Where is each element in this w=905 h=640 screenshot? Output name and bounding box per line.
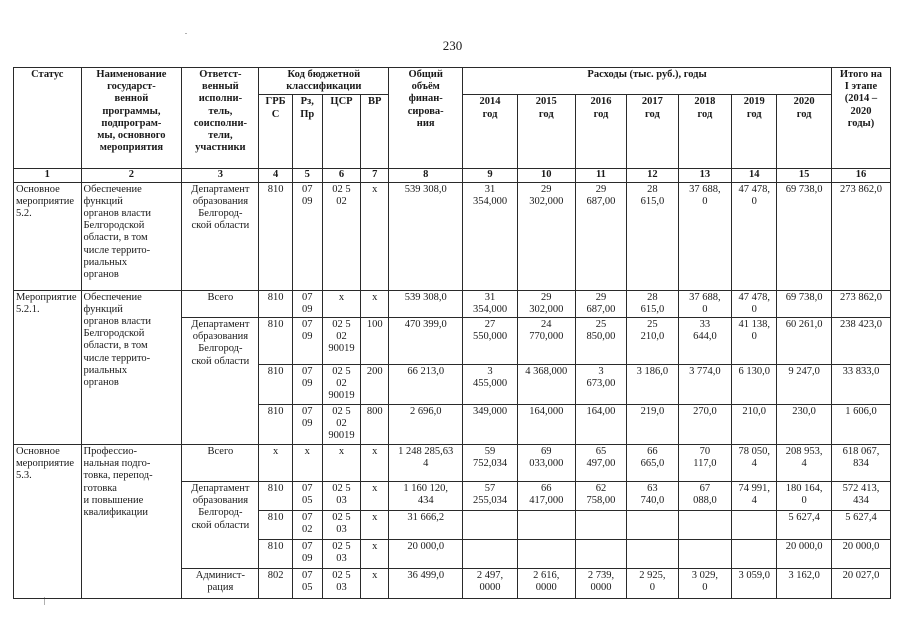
col-header-2016: 2016 год xyxy=(575,95,626,169)
value-2019-cell: 78 050, 4 xyxy=(732,445,777,482)
responsible-cell: Админист- рация xyxy=(182,569,259,599)
table-row xyxy=(14,445,891,482)
col-header-2019: 2019 год xyxy=(732,95,777,169)
csr-cell: 02 5 03 xyxy=(322,569,361,599)
stage-total-cell: 5 627,4 xyxy=(831,511,890,540)
value-2014-cell: 3 455,000 xyxy=(463,365,518,405)
value-2020-cell: 69 738,0 xyxy=(777,290,832,317)
col-header-stage-total: Итого на I этапе (2014 – 2020 годы) xyxy=(831,68,890,169)
scan-artifact xyxy=(185,33,187,34)
col-header-2018: 2018 год xyxy=(678,95,732,169)
stage-total-cell: 618 067, 834 xyxy=(831,445,890,482)
value-2016-cell: 29 687,00 xyxy=(575,290,626,317)
value-2017-cell: 219,0 xyxy=(627,405,678,445)
vr-cell: х xyxy=(361,290,389,317)
value-2017-cell: 63 740,0 xyxy=(627,482,678,511)
status-cell: Основное мероприятие 5.2. xyxy=(14,182,82,290)
value-2015-cell: 24 770,000 xyxy=(517,318,575,365)
value-2018-cell: 37 688, 0 xyxy=(678,182,732,290)
value-2018-cell xyxy=(678,540,732,569)
value-2017-cell: 66 665,0 xyxy=(627,445,678,482)
value-2017-cell: 28 615,0 xyxy=(627,290,678,317)
grbs-cell: 810 xyxy=(259,290,292,317)
budget-table-sheet xyxy=(13,67,891,599)
rzpr-cell: 07 09 xyxy=(292,540,322,569)
value-2020-cell: 208 953, 4 xyxy=(777,445,832,482)
rzpr-cell: 07 02 xyxy=(292,511,322,540)
value-2015-cell: 69 033,000 xyxy=(517,445,575,482)
stage-total-cell: 20 027,0 xyxy=(831,569,890,599)
vr-cell: х xyxy=(361,445,389,482)
value-2019-cell: 6 130,0 xyxy=(732,365,777,405)
csr-cell: 02 5 03 xyxy=(322,540,361,569)
value-2020-cell: 20 000,0 xyxy=(777,540,832,569)
grbs-cell: 810 xyxy=(259,511,292,540)
value-2014-cell: 27 550,000 xyxy=(463,318,518,365)
value-2014-cell: 2 497, 0000 xyxy=(463,569,518,599)
value-2019-cell: 47 478, 0 xyxy=(732,182,777,290)
total-cell: 2 696,0 xyxy=(389,405,463,445)
grbs-cell: 802 xyxy=(259,569,292,599)
column-number: 15 xyxy=(777,169,832,182)
rzpr-cell: 07 05 xyxy=(292,482,322,511)
column-number: 1 xyxy=(14,169,82,182)
column-number: 7 xyxy=(361,169,389,182)
col-header-csr: ЦСР xyxy=(322,95,361,169)
value-2014-cell: 57 255,034 xyxy=(463,482,518,511)
value-2019-cell: 47 478, 0 xyxy=(732,290,777,317)
page-number: 230 xyxy=(442,38,463,53)
header-row-1 xyxy=(14,68,891,95)
col-header-responsible: Ответст- венный исполни- тель, соисполни- тели, участники xyxy=(182,68,259,169)
status-cell: Мероприятие 5.2.1. xyxy=(14,290,82,444)
col-header-expenses: Расходы (тыс. руб.), годы xyxy=(463,68,832,95)
value-2019-cell xyxy=(732,511,777,540)
column-number: 11 xyxy=(575,169,626,182)
csr-cell: 02 5 03 xyxy=(322,511,361,540)
vr-cell: х xyxy=(361,182,389,290)
stage-total-cell: 20 000,0 xyxy=(831,540,890,569)
column-number: 3 xyxy=(182,169,259,182)
grbs-cell: 810 xyxy=(259,318,292,365)
stage-total-cell: 1 606,0 xyxy=(831,405,890,445)
col-header-rzpr: Рз, Пр xyxy=(292,95,322,169)
csr-cell: 02 5 02 xyxy=(322,182,361,290)
column-number: 2 xyxy=(81,169,182,182)
value-2016-cell: 2 739, 0000 xyxy=(575,569,626,599)
value-2020-cell: 3 162,0 xyxy=(777,569,832,599)
total-cell: 20 000,0 xyxy=(389,540,463,569)
value-2020-cell: 5 627,4 xyxy=(777,511,832,540)
value-2016-cell: 164,00 xyxy=(575,405,626,445)
stage-total-cell: 572 413, 434 xyxy=(831,482,890,511)
col-header-2014: 2014 год xyxy=(463,95,518,169)
vr-cell: х xyxy=(361,540,389,569)
name-cell: Профессио- нальная подго- товка, перепод- готовка и повышение квалификации xyxy=(81,445,182,599)
value-2014-cell xyxy=(463,540,518,569)
value-2019-cell: 210,0 xyxy=(732,405,777,445)
col-header-2015: 2015 год xyxy=(517,95,575,169)
value-2015-cell: 2 616, 0000 xyxy=(517,569,575,599)
rzpr-cell: 07 09 xyxy=(292,365,322,405)
grbs-cell: 810 xyxy=(259,482,292,511)
csr-cell: х xyxy=(322,290,361,317)
value-2014-cell: 59 752,034 xyxy=(463,445,518,482)
column-number-row xyxy=(14,169,891,182)
grbs-cell: х xyxy=(259,445,292,482)
col-header-grbs: ГРБ С xyxy=(259,95,292,169)
value-2018-cell: 37 688, 0 xyxy=(678,290,732,317)
grbs-cell: 810 xyxy=(259,365,292,405)
value-2019-cell: 41 138, 0 xyxy=(732,318,777,365)
column-number: 8 xyxy=(389,169,463,182)
value-2014-cell: 31 354,000 xyxy=(463,182,518,290)
col-header-2020: 2020 год xyxy=(777,95,832,169)
value-2016-cell xyxy=(575,540,626,569)
value-2018-cell: 3 774,0 xyxy=(678,365,732,405)
value-2018-cell: 33 644,0 xyxy=(678,318,732,365)
value-2014-cell: 349,000 xyxy=(463,405,518,445)
column-number: 13 xyxy=(678,169,732,182)
column-number: 6 xyxy=(322,169,361,182)
value-2019-cell: 3 059,0 xyxy=(732,569,777,599)
total-cell: 66 213,0 xyxy=(389,365,463,405)
value-2017-cell: 25 210,0 xyxy=(627,318,678,365)
csr-cell: х xyxy=(322,445,361,482)
rzpr-cell: х xyxy=(292,445,322,482)
value-2020-cell: 60 261,0 xyxy=(777,318,832,365)
value-2015-cell xyxy=(517,511,575,540)
table-row xyxy=(14,182,891,290)
value-2016-cell: 3 673,00 xyxy=(575,365,626,405)
value-2017-cell xyxy=(627,540,678,569)
name-cell: Обеспечение функций органов власти Белгородской области, в том числе террито- риальных органов xyxy=(81,182,182,290)
value-2014-cell: 31 354,000 xyxy=(463,290,518,317)
csr-cell: 02 5 02 90019 xyxy=(322,365,361,405)
value-2015-cell: 4 368,000 xyxy=(517,365,575,405)
vr-cell: х xyxy=(361,482,389,511)
value-2017-cell: 3 186,0 xyxy=(627,365,678,405)
value-2020-cell: 69 738,0 xyxy=(777,182,832,290)
stage-total-cell: 33 833,0 xyxy=(831,365,890,405)
vr-cell: 100 xyxy=(361,318,389,365)
value-2015-cell: 29 302,000 xyxy=(517,182,575,290)
column-number: 16 xyxy=(831,169,890,182)
total-cell: 539 308,0 xyxy=(389,290,463,317)
value-2015-cell xyxy=(517,540,575,569)
value-2018-cell: 67 088,0 xyxy=(678,482,732,511)
total-cell: 36 499,0 xyxy=(389,569,463,599)
value-2016-cell: 25 850,00 xyxy=(575,318,626,365)
value-2014-cell xyxy=(463,511,518,540)
col-header-2017: 2017 год xyxy=(627,95,678,169)
grbs-cell: 810 xyxy=(259,540,292,569)
csr-cell: 02 5 03 xyxy=(322,482,361,511)
grbs-cell: 810 xyxy=(259,405,292,445)
name-cell: Обеспечение функций органов власти Белгородской области, в том числе террито- риальных органов xyxy=(81,290,182,444)
rzpr-cell: 07 09 xyxy=(292,405,322,445)
col-header-total: Общий объём финан- сирова- ния xyxy=(389,68,463,169)
vr-cell: х xyxy=(361,569,389,599)
col-header-name: Наименование государст- венной программы, подпрограм- мы, основного мероприятия xyxy=(81,68,182,169)
stage-total-cell: 238 423,0 xyxy=(831,318,890,365)
value-2020-cell: 230,0 xyxy=(777,405,832,445)
grbs-cell: 810 xyxy=(259,182,292,290)
value-2017-cell: 28 615,0 xyxy=(627,182,678,290)
value-2017-cell xyxy=(627,511,678,540)
total-cell: 31 666,2 xyxy=(389,511,463,540)
value-2016-cell: 29 687,00 xyxy=(575,182,626,290)
value-2019-cell: 74 991, 4 xyxy=(732,482,777,511)
responsible-cell: Всего xyxy=(182,445,259,482)
csr-cell: 02 5 02 90019 xyxy=(322,405,361,445)
status-cell: Основное мероприятие 5.3. xyxy=(14,445,82,599)
value-2017-cell: 2 925, 0 xyxy=(627,569,678,599)
responsible-cell: Департамент образования Белгород- ской области xyxy=(182,318,259,445)
value-2020-cell: 9 247,0 xyxy=(777,365,832,405)
value-2018-cell: 270,0 xyxy=(678,405,732,445)
column-number: 10 xyxy=(517,169,575,182)
value-2015-cell: 29 302,000 xyxy=(517,290,575,317)
column-number: 9 xyxy=(463,169,518,182)
value-2018-cell xyxy=(678,511,732,540)
col-header-vr: ВР xyxy=(361,95,389,169)
column-number: 12 xyxy=(627,169,678,182)
rzpr-cell: 07 09 xyxy=(292,182,322,290)
responsible-cell: Департамент образования Белгород- ской области xyxy=(182,482,259,569)
responsible-cell: Департамент образования Белгород- ской области xyxy=(182,182,259,290)
rzpr-cell: 07 09 xyxy=(292,318,322,365)
value-2015-cell: 66 417,000 xyxy=(517,482,575,511)
total-cell: 1 248 285,63 4 xyxy=(389,445,463,482)
value-2019-cell xyxy=(732,540,777,569)
total-cell: 539 308,0 xyxy=(389,182,463,290)
value-2018-cell: 3 029, 0 xyxy=(678,569,732,599)
value-2015-cell: 164,000 xyxy=(517,405,575,445)
rzpr-cell: 07 09 xyxy=(292,290,322,317)
value-2016-cell: 62 758,00 xyxy=(575,482,626,511)
responsible-cell: Всего xyxy=(182,290,259,317)
vr-cell: 800 xyxy=(361,405,389,445)
csr-cell: 02 5 02 90019 xyxy=(322,318,361,365)
stage-total-cell: 273 862,0 xyxy=(831,290,890,317)
value-2016-cell: 65 497,00 xyxy=(575,445,626,482)
total-cell: 470 399,0 xyxy=(389,318,463,365)
table-row xyxy=(14,290,891,317)
vr-cell: 200 xyxy=(361,365,389,405)
col-header-status: Статус xyxy=(14,68,82,169)
total-cell: 1 160 120, 434 xyxy=(389,482,463,511)
value-2018-cell: 70 117,0 xyxy=(678,445,732,482)
column-number: 14 xyxy=(732,169,777,182)
value-2020-cell: 180 164, 0 xyxy=(777,482,832,511)
stage-total-cell: 273 862,0 xyxy=(831,182,890,290)
budget-expenses-table xyxy=(13,67,891,599)
column-number: 4 xyxy=(259,169,292,182)
value-2016-cell xyxy=(575,511,626,540)
column-number: 5 xyxy=(292,169,322,182)
vr-cell: х xyxy=(361,511,389,540)
rzpr-cell: 07 05 xyxy=(292,569,322,599)
col-header-budget-code: Код бюджетной классификации xyxy=(259,68,389,95)
